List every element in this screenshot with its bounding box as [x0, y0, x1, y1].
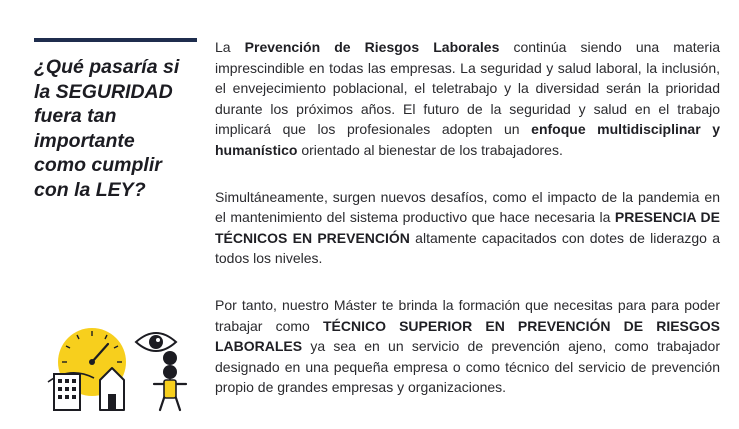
building-icon	[54, 374, 80, 410]
bold-text: TÉCNICO SUPERIOR EN PREVENCIÓN DE RIESGOS LABORALES	[215, 317, 720, 355]
text-run: La	[215, 39, 245, 55]
illustration	[34, 322, 204, 412]
pull-quote	[34, 55, 204, 202]
quote-line: ¿Qué pasaría si	[34, 56, 180, 78]
text-run: continúa siendo una materia imprescindible en todas las empresas. La seguridad y salud laboral, la inclusión, el envejecimiento poblacional, el teletrabajo y la diversidad serán la prioridad durante los próximos años. El futuro de la seguridad y salud en el trabajo implicará que los profesionales adopten un	[215, 39, 720, 138]
bold-text: enfoque multidisciplinar y humanístico	[215, 121, 721, 158]
paragraph-1	[215, 37, 720, 161]
person-icon	[154, 351, 186, 410]
bold-text: Prevención de Riesgos Laborales	[244, 39, 500, 55]
paragraph-3	[215, 295, 720, 398]
accent-bar	[34, 38, 197, 42]
text-run: Por tanto, nuestro Máster te brinda la formación que necesitas para para poder trabajar como	[215, 296, 720, 334]
quote-line: la SEGURIDAD	[34, 80, 173, 103]
quote-line: importante	[34, 129, 135, 152]
text-run: altamente capacitados con dotes de liderazgo a todos los niveles.	[215, 229, 720, 267]
text-run: ya sea en un servicio de prevención ajeno, como trabajador designado en una pequeña empresa o como técnico del servicio de prevención propio de grandes empresas y organizaciones.	[215, 338, 720, 396]
quote-line: con la LEY?	[34, 178, 146, 201]
quote-line: fuera tan	[34, 105, 117, 127]
body-text	[215, 37, 720, 398]
paragraph-2	[215, 187, 720, 269]
quote-line: como cumplir	[34, 154, 162, 176]
eye-icon	[136, 333, 176, 351]
text-run: orientado al bienestar de los trabajadores.	[297, 141, 563, 158]
text-run: Simultáneamente, surgen nuevos desafíos, como el impacto de la pandemia en el mantenimiento del sistema productivo que hace necesaria la	[215, 188, 720, 226]
bold-text: PRESENCIA DE TÉCNICOS EN PREVENCIÓN	[215, 209, 720, 246]
